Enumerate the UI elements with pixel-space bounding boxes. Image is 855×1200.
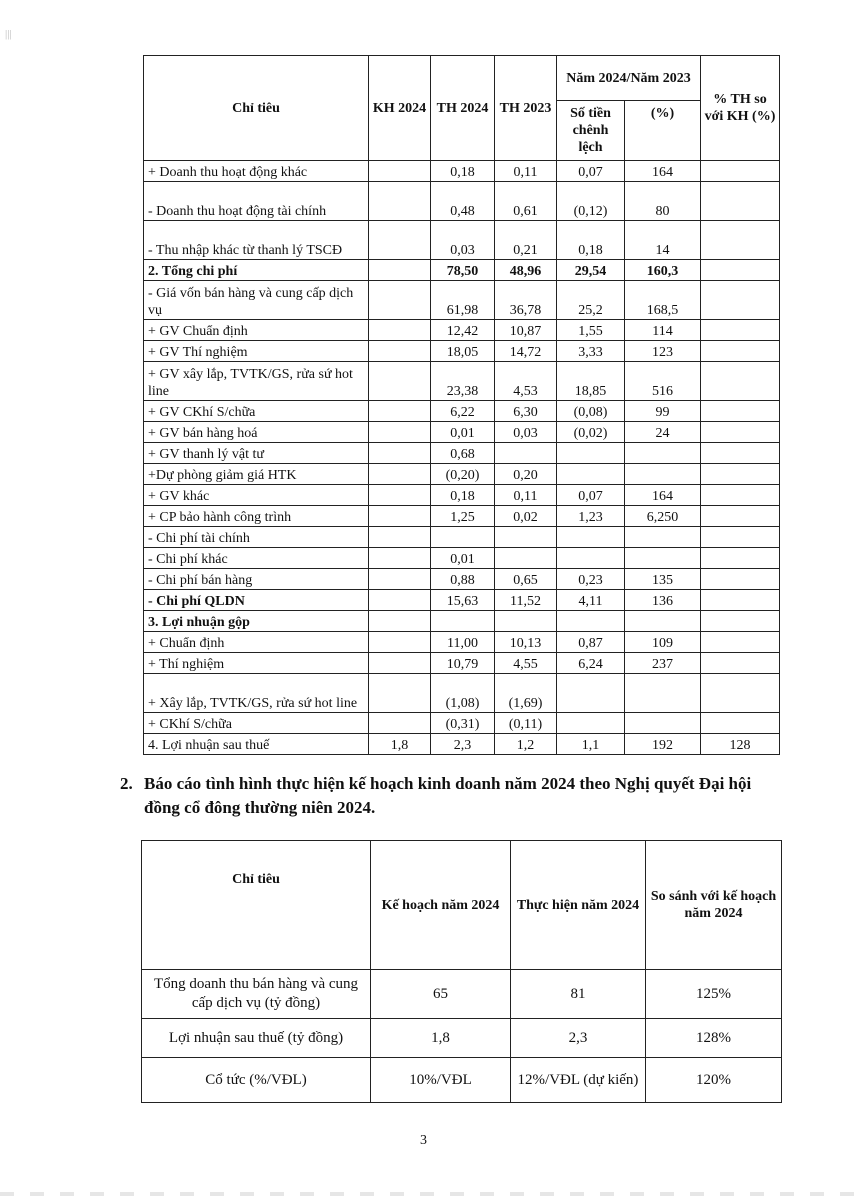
difference-value: 25,2 xyxy=(557,281,625,320)
row-label: - Doanh thu hoạt động tài chính xyxy=(144,182,369,221)
table-row xyxy=(144,422,780,443)
row-label: + GV CKhí S/chữa xyxy=(144,401,369,422)
section-title: Báo cáo tình hình thực hiện kế hoạch kinh doanh năm 2024 theo Nghị quyết Đại hội đồng cổ đông thường niên 2024. xyxy=(144,774,752,817)
th-2023-value: 14,72 xyxy=(495,341,557,362)
th-2023-value xyxy=(495,443,557,464)
header-so-tien-chenh-lech: Số tiền chênh lệch xyxy=(557,101,625,161)
difference-value xyxy=(557,443,625,464)
th-2024-value: 2,3 xyxy=(431,734,495,755)
business-plan-table xyxy=(141,840,782,1103)
table-row xyxy=(144,443,780,464)
th-2023-value: 6,30 xyxy=(495,401,557,422)
th-2023-value: 4,53 xyxy=(495,362,557,401)
th-2024-value: 11,00 xyxy=(431,632,495,653)
percent-value xyxy=(625,713,701,734)
vs-plan-value xyxy=(701,548,780,569)
table-row xyxy=(144,734,780,755)
header-so-sanh: So sánh với kế hoạch năm 2024 xyxy=(646,841,782,970)
row-label: 3. Lợi nhuận gộp xyxy=(144,611,369,632)
row-label: - Chi phí khác xyxy=(144,548,369,569)
row-label: + GV Chuẩn định xyxy=(144,320,369,341)
row-label: Cổ tức (%/VĐL) xyxy=(142,1058,371,1103)
th-2023-value: 0,02 xyxy=(495,506,557,527)
plan-value: 65 xyxy=(371,970,511,1019)
row-label: + GV xây lắp, TVTK/GS, rửa sứ hot line xyxy=(144,362,369,401)
kh-2024-value xyxy=(369,161,431,182)
percent-value: 160,3 xyxy=(625,260,701,281)
difference-value: 0,07 xyxy=(557,161,625,182)
kh-2024-value xyxy=(369,713,431,734)
difference-value xyxy=(557,713,625,734)
row-label: + Thí nghiệm xyxy=(144,653,369,674)
difference-value xyxy=(557,674,625,713)
th-2023-value: 11,52 xyxy=(495,590,557,611)
header-th-vs-kh: % TH so với KH (%) xyxy=(701,56,780,161)
vs-plan-value xyxy=(701,569,780,590)
difference-value: 1,1 xyxy=(557,734,625,755)
percent-value xyxy=(625,443,701,464)
difference-value xyxy=(557,611,625,632)
percent-value: 164 xyxy=(625,161,701,182)
kh-2024-value xyxy=(369,182,431,221)
row-label: + Doanh thu hoạt động khác xyxy=(144,161,369,182)
vs-plan-value xyxy=(701,422,780,443)
row-label: 4. Lợi nhuận sau thuế xyxy=(144,734,369,755)
th-2024-value: 1,25 xyxy=(431,506,495,527)
financial-detail-table xyxy=(143,55,780,755)
vs-plan-value xyxy=(701,632,780,653)
difference-value: 0,18 xyxy=(557,221,625,260)
difference-value: (0,08) xyxy=(557,401,625,422)
percent-value: 192 xyxy=(625,734,701,755)
difference-value xyxy=(557,548,625,569)
th-2024-value: 0,03 xyxy=(431,221,495,260)
th-2024-value: (0,20) xyxy=(431,464,495,485)
table-row xyxy=(144,548,780,569)
row-label: - Chi phí bán hàng xyxy=(144,569,369,590)
table-row xyxy=(144,590,780,611)
kh-2024-value xyxy=(369,401,431,422)
difference-value: 6,24 xyxy=(557,653,625,674)
vs-plan-value xyxy=(701,590,780,611)
th-2023-value: 48,96 xyxy=(495,260,557,281)
row-label: +Dự phòng giảm giá HTK xyxy=(144,464,369,485)
kh-2024-value xyxy=(369,674,431,713)
kh-2024-value xyxy=(369,569,431,590)
plan-value: 10%/VĐL xyxy=(371,1058,511,1103)
kh-2024-value xyxy=(369,281,431,320)
difference-value: 1,23 xyxy=(557,506,625,527)
compare-value: 125% xyxy=(646,970,782,1019)
th-2023-value: 0,03 xyxy=(495,422,557,443)
table-row xyxy=(144,221,780,260)
percent-value: 14 xyxy=(625,221,701,260)
vs-plan-value xyxy=(701,401,780,422)
kh-2024-value xyxy=(369,632,431,653)
percent-value: 516 xyxy=(625,362,701,401)
th-2024-value: (1,08) xyxy=(431,674,495,713)
row-label: Lợi nhuận sau thuế (tỷ đồng) xyxy=(142,1019,371,1058)
table-row xyxy=(144,260,780,281)
th-2024-value: 10,79 xyxy=(431,653,495,674)
th-2023-value: 10,87 xyxy=(495,320,557,341)
kh-2024-value xyxy=(369,422,431,443)
table-row xyxy=(144,485,780,506)
th-2023-value xyxy=(495,548,557,569)
difference-value xyxy=(557,527,625,548)
section-number: 2. xyxy=(120,774,133,793)
th-2024-value: 6,22 xyxy=(431,401,495,422)
row-label: + GV bán hàng hoá xyxy=(144,422,369,443)
kh-2024-value xyxy=(369,527,431,548)
vs-plan-value xyxy=(701,260,780,281)
percent-value: 136 xyxy=(625,590,701,611)
kh-2024-value xyxy=(369,320,431,341)
th-2023-value xyxy=(495,527,557,548)
th-2024-value: 0,01 xyxy=(431,422,495,443)
row-label: - Thu nhập khác từ thanh lý TSCĐ xyxy=(144,221,369,260)
table-row xyxy=(144,281,780,320)
percent-value: 164 xyxy=(625,485,701,506)
vs-plan-value xyxy=(701,221,780,260)
table-row xyxy=(144,653,780,674)
kh-2024-value xyxy=(369,653,431,674)
table-row xyxy=(144,161,780,182)
table-row xyxy=(144,611,780,632)
kh-2024-value xyxy=(369,260,431,281)
row-label: + CP bảo hành công trình xyxy=(144,506,369,527)
vs-plan-value xyxy=(701,362,780,401)
kh-2024-value: 1,8 xyxy=(369,734,431,755)
kh-2024-value xyxy=(369,485,431,506)
vs-plan-value xyxy=(701,320,780,341)
percent-value: 168,5 xyxy=(625,281,701,320)
th-2024-value: 0,01 xyxy=(431,548,495,569)
vs-plan-value xyxy=(701,485,780,506)
table-row xyxy=(144,182,780,221)
header-thuc-hien: Thực hiện năm 2024 xyxy=(511,841,646,970)
difference-value: 29,54 xyxy=(557,260,625,281)
difference-value: 1,55 xyxy=(557,320,625,341)
row-label: + GV thanh lý vật tư xyxy=(144,443,369,464)
th-2024-value: 0,48 xyxy=(431,182,495,221)
th-2024-value xyxy=(431,611,495,632)
actual-value: 2,3 xyxy=(511,1019,646,1058)
table-row xyxy=(144,341,780,362)
th-2024-value: (0,31) xyxy=(431,713,495,734)
difference-value: (0,02) xyxy=(557,422,625,443)
th-2024-value: 18,05 xyxy=(431,341,495,362)
th-2024-value: 0,18 xyxy=(431,161,495,182)
percent-value xyxy=(625,548,701,569)
vs-plan-value xyxy=(701,506,780,527)
vs-plan-value xyxy=(701,281,780,320)
table-row xyxy=(144,713,780,734)
table-row xyxy=(142,1058,782,1103)
difference-value: 0,07 xyxy=(557,485,625,506)
th-2024-value: 61,98 xyxy=(431,281,495,320)
th-2023-value: 0,65 xyxy=(495,569,557,590)
th-2024-value: 0,18 xyxy=(431,485,495,506)
th-2023-value: (1,69) xyxy=(495,674,557,713)
actual-value: 81 xyxy=(511,970,646,1019)
th-2023-value: 0,21 xyxy=(495,221,557,260)
th-2023-value: 0,20 xyxy=(495,464,557,485)
percent-value: 237 xyxy=(625,653,701,674)
th-2024-value: 0,88 xyxy=(431,569,495,590)
vs-plan-value xyxy=(701,611,780,632)
header-ke-hoach: Kế hoạch năm 2024 xyxy=(371,841,511,970)
percent-value: 80 xyxy=(625,182,701,221)
vs-plan-value xyxy=(701,674,780,713)
th-2024-value: 12,42 xyxy=(431,320,495,341)
percent-value: 135 xyxy=(625,569,701,590)
header-th-2024: TH 2024 xyxy=(431,56,495,161)
row-label: Tổng doanh thu bán hàng và cung cấp dịch vụ (tỷ đồng) xyxy=(142,970,371,1019)
row-label: + CKhí S/chữa xyxy=(144,713,369,734)
kh-2024-value xyxy=(369,341,431,362)
vs-plan-value xyxy=(701,464,780,485)
difference-value: 0,23 xyxy=(557,569,625,590)
row-label: + GV khác xyxy=(144,485,369,506)
page-number: 3 xyxy=(420,1133,427,1148)
kh-2024-value xyxy=(369,443,431,464)
table-header-row xyxy=(142,841,782,970)
row-label: - Chi phí tài chính xyxy=(144,527,369,548)
percent-value xyxy=(625,464,701,485)
percent-value xyxy=(625,611,701,632)
kh-2024-value xyxy=(369,548,431,569)
header-chi-tieu: Chỉ tiêu xyxy=(142,841,371,970)
table-row xyxy=(144,464,780,485)
difference-value: 4,11 xyxy=(557,590,625,611)
kh-2024-value xyxy=(369,590,431,611)
table-row xyxy=(144,320,780,341)
table-row xyxy=(144,569,780,590)
difference-value xyxy=(557,464,625,485)
scan-artifact: ||| xyxy=(5,28,12,40)
table-row xyxy=(142,970,782,1019)
vs-plan-value xyxy=(701,182,780,221)
percent-value: 24 xyxy=(625,422,701,443)
row-label: 2. Tổng chi phí xyxy=(144,260,369,281)
th-2024-value: 15,63 xyxy=(431,590,495,611)
row-label: + GV Thí nghiệm xyxy=(144,341,369,362)
header-percent: (%) xyxy=(625,101,701,161)
kh-2024-value xyxy=(369,221,431,260)
th-2023-value: 10,13 xyxy=(495,632,557,653)
th-2024-value xyxy=(431,527,495,548)
vs-plan-value: 128 xyxy=(701,734,780,755)
header-year-comparison: Năm 2024/Năm 2023 xyxy=(557,56,701,101)
vs-plan-value xyxy=(701,653,780,674)
th-2023-value: 0,61 xyxy=(495,182,557,221)
table-row xyxy=(142,1019,782,1058)
th-2024-value: 78,50 xyxy=(431,260,495,281)
th-2024-value: 23,38 xyxy=(431,362,495,401)
th-2023-value: 36,78 xyxy=(495,281,557,320)
table-row xyxy=(144,401,780,422)
kh-2024-value xyxy=(369,611,431,632)
th-2023-value: 0,11 xyxy=(495,161,557,182)
header-kh-2024: KH 2024 xyxy=(369,56,431,161)
table-row xyxy=(144,362,780,401)
th-2023-value: 0,11 xyxy=(495,485,557,506)
table-row xyxy=(144,506,780,527)
actual-value: 12%/VĐL (dự kiến) xyxy=(511,1058,646,1103)
scan-artifact xyxy=(0,1192,855,1196)
plan-value: 1,8 xyxy=(371,1019,511,1058)
row-label: + Chuẩn định xyxy=(144,632,369,653)
difference-value: 0,87 xyxy=(557,632,625,653)
kh-2024-value xyxy=(369,362,431,401)
th-2023-value xyxy=(495,611,557,632)
row-label: + Xây lắp, TVTK/GS, rửa sứ hot line xyxy=(144,674,369,713)
difference-value: 3,33 xyxy=(557,341,625,362)
percent-value xyxy=(625,674,701,713)
header-chi-tieu: Chỉ tiêu xyxy=(144,56,369,161)
section-heading xyxy=(120,772,780,820)
percent-value: 6,250 xyxy=(625,506,701,527)
th-2024-value: 0,68 xyxy=(431,443,495,464)
kh-2024-value xyxy=(369,464,431,485)
percent-value: 123 xyxy=(625,341,701,362)
th-2023-value: 1,2 xyxy=(495,734,557,755)
table-row xyxy=(144,632,780,653)
vs-plan-value xyxy=(701,527,780,548)
vs-plan-value xyxy=(701,713,780,734)
percent-value xyxy=(625,527,701,548)
table-row xyxy=(144,527,780,548)
row-label: - Chi phí QLDN xyxy=(144,590,369,611)
header-th-2023: TH 2023 xyxy=(495,56,557,161)
compare-value: 128% xyxy=(646,1019,782,1058)
vs-plan-value xyxy=(701,161,780,182)
percent-value: 109 xyxy=(625,632,701,653)
percent-value: 99 xyxy=(625,401,701,422)
row-label: - Giá vốn bán hàng và cung cấp dịch vụ xyxy=(144,281,369,320)
table-row xyxy=(144,674,780,713)
difference-value: (0,12) xyxy=(557,182,625,221)
th-2023-value: (0,11) xyxy=(495,713,557,734)
vs-plan-value xyxy=(701,443,780,464)
vs-plan-value xyxy=(701,341,780,362)
difference-value: 18,85 xyxy=(557,362,625,401)
compare-value: 120% xyxy=(646,1058,782,1103)
kh-2024-value xyxy=(369,506,431,527)
table-header-row xyxy=(144,56,780,101)
percent-value: 114 xyxy=(625,320,701,341)
th-2023-value: 4,55 xyxy=(495,653,557,674)
